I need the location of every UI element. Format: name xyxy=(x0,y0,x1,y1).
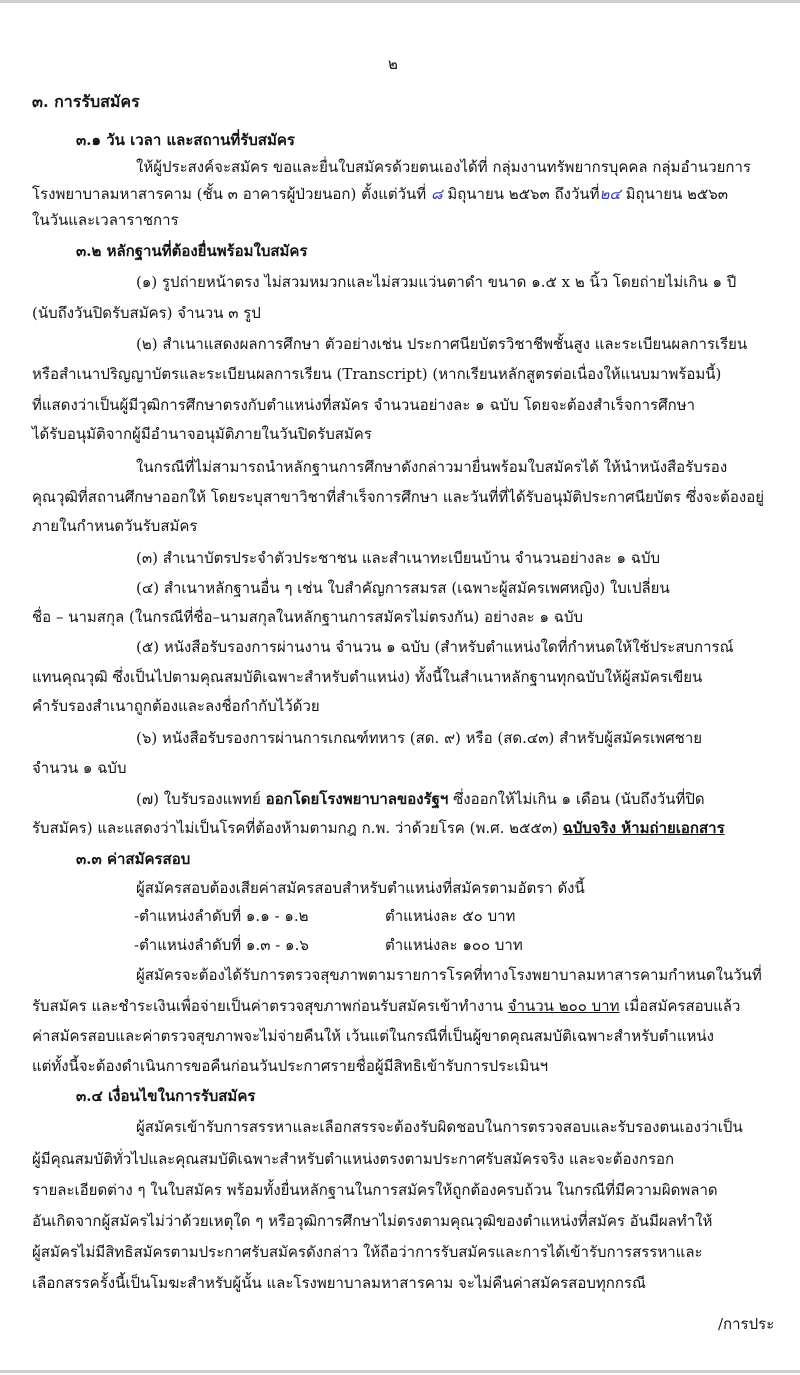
s32-item-2-line-4: ได้รับอนุมัติจากผู้มีอำนาจอนุมัติภายในวันปิดรับสมัคร xyxy=(32,425,372,443)
s32-item-7-line-2: รับสมัคร) และแสดงว่าไม่เป็นโรคที่ต้องห้ามตามกฎ ก.พ. ว่าด้วยโรค (พ.ศ. ๒๕๕๓) ฉบับจริง ห้ามถ่ายเอกสาร xyxy=(32,819,725,837)
s32-item-2-line-5: ในกรณีที่ไม่สามารถนำหลักฐานการศึกษาดังกล่าวมายื่นพร้อมใบสมัครได้ ให้นำหนังสือรับรอง xyxy=(136,458,728,476)
continuation-marker: /การประ xyxy=(718,1315,775,1333)
fee-row-2-label: -ตำแหน่งลำดับที่ ๑.๓ - ๑.๖ xyxy=(134,936,309,954)
s33-para-line-3: ค่าสมัครสอบและค่าตรวจสุขภาพจะไม่จ่ายคืนให้ เว้นแต่ในกรณีที่เป็นผู้ขาดคุณสมบัติเฉพาะสำหรับตำแหน่ง xyxy=(32,1027,714,1045)
s32-item-5-line-1: (๕) หนังสือรับรองการผ่านงาน จำนวน ๑ ฉบับ (สำหรับตำแหน่งใดที่กำหนดให้ใช้ประสบการณ์ xyxy=(136,638,734,656)
s34-line-5: ผู้สมัครไม่มีสิทธิสมัครตามประกาศรับสมัครดังกล่าว ให้ถือว่าการรับสมัครและการได้เข้ารับการสรรหาและ xyxy=(32,1243,703,1261)
fee-row-2-amount: ตำแหน่งละ ๑๐๐ บาท xyxy=(385,936,523,954)
scan-bottom-edge xyxy=(0,1370,800,1373)
s32-item-5-line-3: คำรับรองสำเนาถูกต้องและลงชื่อกำกับไว้ด้วย xyxy=(32,697,320,715)
s32-item-6-line-2: จำนวน ๑ ฉบับ xyxy=(32,759,127,777)
section-3-2-title: ๓.๒ หลักฐานที่ต้องยื่นพร้อมใบสมัคร xyxy=(76,242,308,260)
s34-line-6: เลือกสรรครั้งนี้เป็นโมฆะสำหรับผู้นั้น และโรงพยาบาลมหาสารคาม จะไม่คืนค่าสมัครสอบทุกกรณี xyxy=(32,1274,646,1292)
issued-by-state-hospital: ออกโดยโรงพยาบาลของรัฐฯ xyxy=(265,790,449,808)
s33-para-line-1: ผู้สมัครจะต้องได้รับการตรวจสุขภาพตามรายการโรคที่ทางโรงพยาบาลมหาสารคามกำหนดในวันที่ xyxy=(136,966,762,984)
fee-row-1-amount: ตำแหน่งละ ๕๐ บาท xyxy=(385,907,516,925)
section-3-4-title: ๓.๔ เงื่อนไขในการรับสมัคร xyxy=(76,1087,256,1105)
s31-line-3: ในวันและเวลาราชการ xyxy=(32,211,179,229)
section-3-3-title: ๓.๓ ค่าสมัครสอบ xyxy=(76,850,191,868)
s31-line-1: ให้ผู้ประสงค์จะสมัคร ขอและยื่นใบสมัครด้วยตนเองได้ที่ กลุ่มงานทรัพยากรบุคคล กลุ่มอำนวยการ xyxy=(136,158,751,176)
s32-item-2-line-3: ที่แสดงว่าเป็นผู้มีวุฒิการศึกษาตรงกับตำแหน่งที่สมัคร จำนวนอย่างละ ๑ ฉบับ โดยจะต้องสำเร็จการศึกษา xyxy=(32,396,696,414)
s32-item-2-line-6: คุณวุฒิที่สถานศึกษาออกให้ โดยระบุสาขาวิชาที่สำเร็จการศึกษา และวันที่ที่ได้รับอนุมัติประกาศนียบัตร ซึ่งจะต้องอยู่ xyxy=(32,488,765,506)
s33-para-line-2: รับสมัคร และชำระเงินเพื่อจ่ายเป็นค่าตรวจสุขภาพก่อนรับสมัครเข้าทำงาน จำนวน ๒๐๐ บาท เมื่อสมัครสอบแล้ว xyxy=(32,997,741,1015)
s32-item-1-line-1: (๑) รูปถ่ายหน้าตรง ไม่สวมหมวกและไม่สวมแว่นตาดำ ขนาด ๑.๕ x ๒ นิ้ว โดยถ่ายไม่เกิน ๑ ปี xyxy=(136,273,737,291)
s32-item-5-line-2: แทนคุณวุฒิ ซึ่งเป็นไปตามคุณสมบัติเฉพาะสำหรับตำแหน่ง) ทั้งนี้ในสำเนาหลักฐานทุกฉบับให้ผู้สมัครเขียน xyxy=(32,668,703,686)
s32-item-3-line-1: (๓) สำเนาบัตรประจำตัวประชาชน และสำเนาทะเบียนบ้าน จำนวนอย่างละ ๑ ฉบับ xyxy=(136,549,661,567)
page-number: ๒ xyxy=(388,55,398,73)
s32-item-4-line-1: (๔) สำเนาหลักฐานอื่น ๆ เช่น ใบสำคัญการสมรส (เฉพาะผู้สมัครเพศหญิง) ใบเปลี่ยน xyxy=(136,579,670,597)
handwritten-start-day: ๘ xyxy=(430,185,443,203)
section-3-1-title: ๓.๑ วัน เวลา และสถานที่รับสมัคร xyxy=(76,131,295,149)
s31-line-2: โรงพยาบาลมหาสารคาม (ชั้น ๓ อาคารผู้ป่วยนอก) ตั้งแต่วันที่ ๘ มิถุนายน ๒๕๖๓ ถึงวันที่๒๔ มิถุนายน ๒๕๖๓ xyxy=(32,185,729,203)
s32-item-1-line-2: (นับถึงวันปิดรับสมัคร) จำนวน ๓ รูป xyxy=(32,304,261,322)
s34-line-1: ผู้สมัครเข้ารับการสรรหาและเลือกสรรจะต้องรับผิดชอบในการตรวจสอบและรับรองตนเองว่าเป็น xyxy=(136,1118,743,1136)
s33-para-line-4: แต่ทั้งนี้จะต้องดำเนินการขอคืนก่อนวันประกาศรายชื่อผู้มีสิทธิเข้ารับการประเมินฯ xyxy=(32,1057,548,1075)
handwritten-end-day: ๒๔ xyxy=(599,185,621,203)
fee-row-1-label: -ตำแหน่งลำดับที่ ๑.๑ - ๑.๒ xyxy=(134,907,309,925)
s34-line-2: ผู้มีคุณสมบัติทั่วไปและคุณสมบัติเฉพาะสำหรับตำแหน่งตรงตามประกาศรับสมัครจริง และจะต้องกรอก xyxy=(32,1150,675,1168)
s34-line-4: อันเกิดจากผู้สมัครไม่ว่าด้วยเหตุใด ๆ หรือวุฒิการศึกษาไม่ตรงตามคุณวุฒิของตำแหน่งที่สมัคร อันมีผลทำให้ xyxy=(32,1212,713,1230)
s32-item-7-line-1: (๗) ใบรับรองแพทย์ ออกโดยโรงพยาบาลของรัฐฯ ซึ่งออกให้ไม่เกิน ๑ เดือน (นับถึงวันที่ปิด xyxy=(136,790,705,808)
original-only-note: ฉบับจริง ห้ามถ่ายเอกสาร xyxy=(562,819,725,837)
s32-item-2-line-1: (๒) สำเนาแสดงผลการศึกษา ตัวอย่างเช่น ประกาศนียบัตรวิชาชีพชั้นสูง และระเบียนผลการเรียน xyxy=(136,335,748,353)
s32-item-4-line-2: ชื่อ – นามสกุล (ในกรณีที่ชื่อ–นามสกุลในหลักฐานการสมัครไม่ตรงกัน) อย่างละ ๑ ฉบับ xyxy=(32,608,584,626)
scan-top-edge xyxy=(0,0,800,3)
s32-item-6-line-1: (๖) หนังสือรับรองการผ่านการเกณฑ์ทหาร (สด. ๙) หรือ (สด.๔๓) สำหรับผู้สมัครเพศชาย xyxy=(136,729,703,747)
s34-line-3: รายละเอียดต่าง ๆ ในใบสมัคร พร้อมทั้งยื่นหลักฐานในการสมัครให้ถูกต้องครบถ้วน ในกรณีที่มีความผิดพลาด xyxy=(32,1181,718,1199)
health-check-fee: จำนวน ๒๐๐ บาท xyxy=(507,997,620,1015)
s32-item-2-line-2: หรือสำเนาปริญญาบัตรและระเบียนผลการเรียน (Transcript) (หากเรียนหลักสูตรต่อเนื่องให้แนบมาพร้อมนี้) xyxy=(32,365,722,383)
s33-line-1: ผู้สมัครสอบต้องเสียค่าสมัครสอบสำหรับตำแหน่งที่สมัครตามอัตรา ดังนี้ xyxy=(136,879,585,897)
s32-item-2-line-7: ภายในกำหนดวันรับสมัคร xyxy=(32,517,198,535)
section-3-title: ๓. การรับสมัคร xyxy=(32,92,140,111)
